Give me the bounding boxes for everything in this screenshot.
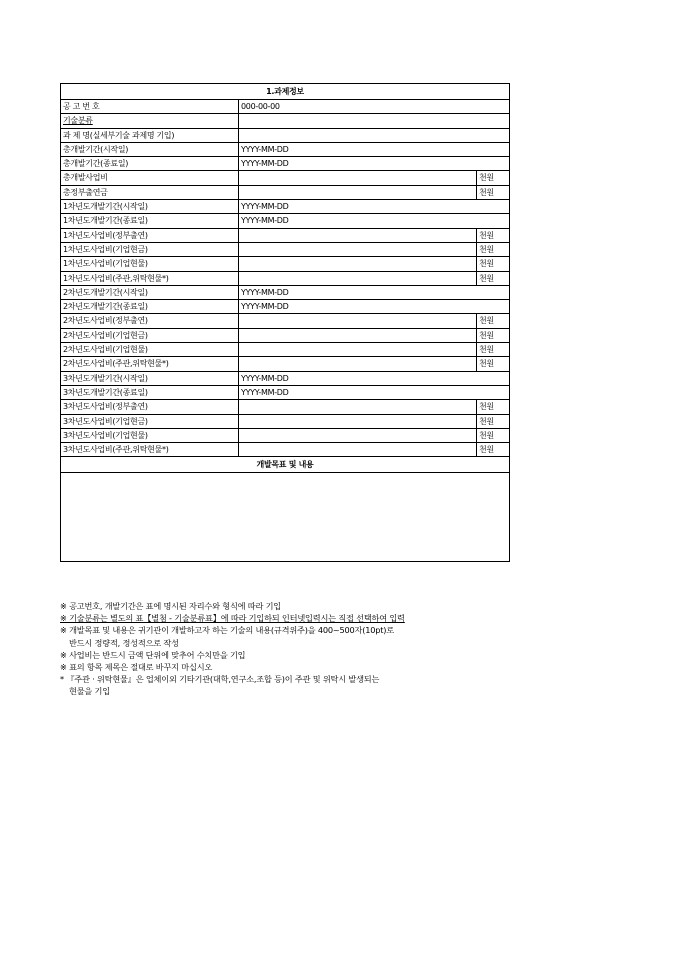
table-row bbox=[61, 128, 510, 142]
table-row bbox=[61, 228, 510, 242]
row-unit: 천원 bbox=[476, 400, 509, 414]
table-row bbox=[61, 157, 510, 171]
row-label: 1차년도사업비(주관,위탁현물*) bbox=[61, 271, 239, 285]
table-row bbox=[61, 371, 510, 385]
row-label: 2차년도사업비(기업현물) bbox=[61, 343, 239, 357]
row-label: 3차년도개발기간(시작일) bbox=[61, 371, 239, 385]
note-line: ※ 개발목표 및 내용은 귀기관이 개발하고자 하는 기술의 내용(규격위주)을 400~500자(10pt)로 bbox=[60, 625, 394, 636]
table-row bbox=[61, 343, 510, 357]
table-row bbox=[61, 385, 510, 399]
row-value-field[interactable] bbox=[239, 400, 477, 414]
note-line: ※ 표의 항목 제목은 절대로 바꾸지 마십시오 bbox=[60, 662, 213, 673]
row-unit: 천원 bbox=[476, 357, 509, 371]
row-value-field[interactable] bbox=[239, 171, 477, 185]
note-line: * 『주관 · 위탁현물』은 업체이외 기타기관(대학,연구소,조합 등)이 주관 및 위탁시 발생되는 bbox=[60, 674, 380, 685]
row-value-field[interactable] bbox=[239, 414, 477, 428]
row-value-field[interactable] bbox=[239, 128, 510, 142]
row-unit: 천원 bbox=[476, 328, 509, 342]
row-value-field[interactable] bbox=[239, 328, 477, 342]
row-value-field[interactable] bbox=[239, 428, 477, 442]
note-line: ※ 공고번호, 개발기간은 표에 명시된 자리수와 형식에 따라 기입 bbox=[60, 601, 282, 611]
row-value-field[interactable] bbox=[239, 114, 510, 128]
row-label: 1차년도사업비(정부출연) bbox=[61, 228, 239, 242]
row-label: 2차년도사업비(주관,위탁현물*) bbox=[61, 357, 239, 371]
row-value-field[interactable]: YYYY-MM-DD bbox=[239, 385, 510, 399]
table-row bbox=[61, 100, 510, 114]
note-line: ※ 기술분류는 별도의 표【별첨 - 기술분류표】에 따라 기입하되 인터넷입력시는 직접 선택하여 입력 bbox=[60, 613, 405, 624]
goal-content-field[interactable] bbox=[61, 473, 510, 562]
row-unit: 천원 bbox=[476, 343, 509, 357]
row-label: 총개발기간(시작일) bbox=[61, 142, 239, 156]
row-label: 총정부출연금 bbox=[61, 185, 239, 199]
row-label: 3차년도개발기간(종료일) bbox=[61, 385, 239, 399]
row-label: 총개발사업비 bbox=[61, 171, 239, 185]
row-value-field[interactable]: YYYY-MM-DD bbox=[239, 285, 510, 299]
row-label: 1차년도개발기간(종료일) bbox=[61, 214, 239, 228]
instructions-notes bbox=[60, 600, 620, 698]
table-row bbox=[61, 214, 510, 228]
row-label: 기술분류 bbox=[61, 114, 239, 128]
table-row bbox=[61, 285, 510, 299]
note-line: 반드시 정량적, 정성적으로 작성 bbox=[69, 637, 179, 648]
table-row bbox=[61, 185, 510, 199]
table-row bbox=[61, 114, 510, 128]
row-value-field[interactable] bbox=[239, 228, 477, 242]
row-label: 3차년도사업비(정부출연) bbox=[61, 400, 239, 414]
row-value-field[interactable] bbox=[239, 343, 477, 357]
table-row bbox=[61, 414, 510, 428]
goal-content-row bbox=[61, 473, 510, 562]
row-unit: 천원 bbox=[476, 428, 509, 442]
row-unit: 천원 bbox=[476, 171, 509, 185]
note-line: 현물을 기입 bbox=[69, 686, 110, 697]
row-label: 3차년도사업비(기업현물) bbox=[61, 428, 239, 442]
row-value-field[interactable] bbox=[239, 357, 477, 371]
row-unit: 천원 bbox=[476, 271, 509, 285]
goal-header-row bbox=[61, 457, 510, 473]
project-info-form bbox=[60, 83, 510, 562]
goal-header: 개발목표 및 내용 bbox=[61, 457, 510, 473]
table-row bbox=[61, 242, 510, 256]
row-unit: 천원 bbox=[476, 242, 509, 256]
section-title: 1.과제정보 bbox=[61, 84, 510, 100]
row-value-field[interactable] bbox=[239, 314, 477, 328]
table-row bbox=[61, 271, 510, 285]
row-label: 1차년도개발기간(시작일) bbox=[61, 200, 239, 214]
row-unit: 천원 bbox=[476, 185, 509, 199]
row-value-field[interactable] bbox=[239, 257, 477, 271]
row-value-field[interactable]: 000-00-00 bbox=[239, 100, 510, 114]
row-label: 2차년도사업비(정부출연) bbox=[61, 314, 239, 328]
row-value-field[interactable]: YYYY-MM-DD bbox=[239, 371, 510, 385]
row-value-field[interactable]: YYYY-MM-DD bbox=[239, 157, 510, 171]
table-title-row bbox=[61, 84, 510, 100]
row-unit: 천원 bbox=[476, 257, 509, 271]
row-value-field[interactable]: YYYY-MM-DD bbox=[239, 300, 510, 314]
row-label: 1차년도사업비(기업현금) bbox=[61, 242, 239, 256]
project-info-table bbox=[60, 83, 510, 562]
table-row bbox=[61, 443, 510, 457]
row-unit: 천원 bbox=[476, 228, 509, 242]
table-row bbox=[61, 300, 510, 314]
row-value-field[interactable]: YYYY-MM-DD bbox=[239, 200, 510, 214]
row-value-field[interactable] bbox=[239, 271, 477, 285]
table-row bbox=[61, 400, 510, 414]
row-label: 2차년도사업비(기업현금) bbox=[61, 328, 239, 342]
table-row bbox=[61, 257, 510, 271]
row-value-field[interactable] bbox=[239, 443, 477, 457]
row-label: 3차년도사업비(기업현금) bbox=[61, 414, 239, 428]
table-row bbox=[61, 314, 510, 328]
note-line: ※ 사업비는 반드시 금액 단위에 맞추어 수치만을 기입 bbox=[60, 649, 246, 660]
row-label: 2차년도개발기간(시작일) bbox=[61, 285, 239, 299]
row-label: 1차년도사업비(기업현물) bbox=[61, 257, 239, 271]
row-value-field[interactable]: YYYY-MM-DD bbox=[239, 214, 510, 228]
table-row bbox=[61, 328, 510, 342]
table-row bbox=[61, 171, 510, 185]
row-value-field[interactable] bbox=[239, 242, 477, 256]
row-label: 총개발기간(종료일) bbox=[61, 157, 239, 171]
table-row bbox=[61, 142, 510, 156]
row-label: 공 고 번 호 bbox=[61, 100, 239, 114]
row-label: 3차년도사업비(주관,위탁현물*) bbox=[61, 443, 239, 457]
row-label: 과 제 명(실세부기술 과제명 기입) bbox=[61, 128, 239, 142]
row-unit: 천원 bbox=[476, 414, 509, 428]
row-unit: 천원 bbox=[476, 314, 509, 328]
table-row bbox=[61, 357, 510, 371]
row-unit: 천원 bbox=[476, 443, 509, 457]
row-value-field[interactable]: YYYY-MM-DD bbox=[239, 142, 510, 156]
table-row bbox=[61, 200, 510, 214]
table-row bbox=[61, 428, 510, 442]
row-value-field[interactable] bbox=[239, 185, 477, 199]
row-label: 2차년도개발기간(종료일) bbox=[61, 300, 239, 314]
